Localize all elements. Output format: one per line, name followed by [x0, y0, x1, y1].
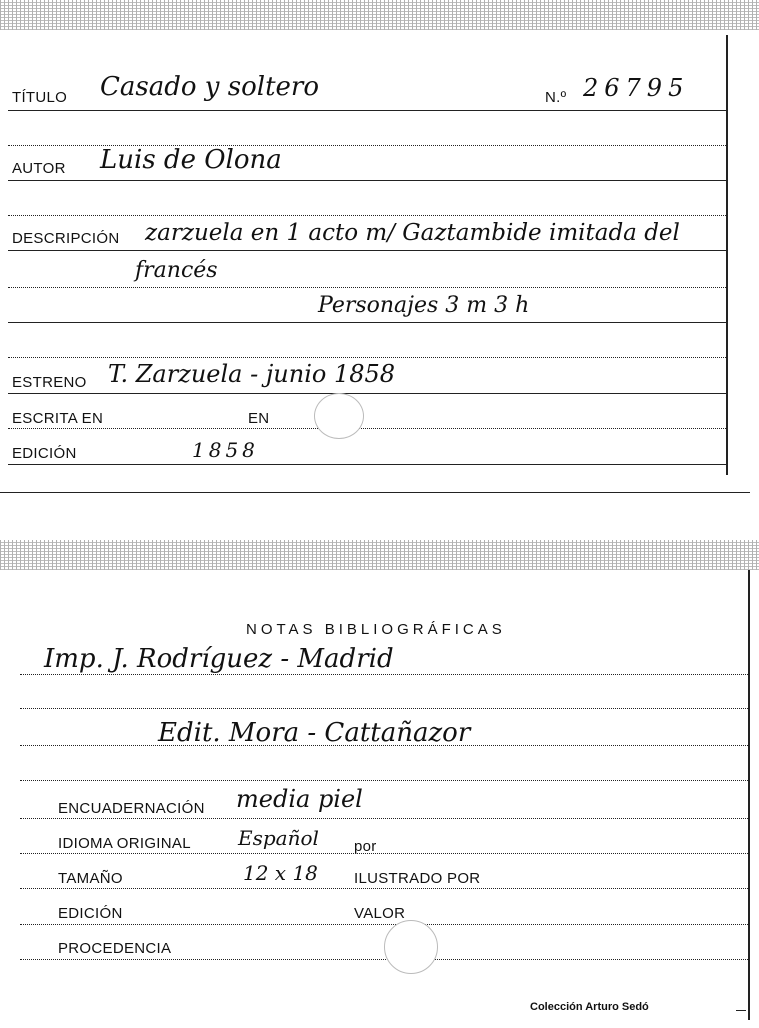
por-label: por	[354, 838, 377, 855]
rule	[8, 393, 726, 394]
edicion-label: EDICIÓN	[12, 445, 77, 462]
idioma-label: IDIOMA ORIGINAL	[58, 835, 191, 852]
idioma-value: Español	[238, 826, 319, 850]
rule	[8, 428, 726, 429]
catalog-card-top	[0, 0, 759, 495]
estreno-label: ESTRENO	[12, 374, 87, 391]
escrita-en-label: ESCRITA EN	[12, 410, 104, 427]
numero-value: 26795	[583, 74, 690, 102]
rule	[8, 464, 726, 465]
rule	[8, 215, 726, 216]
autor-label: AUTOR	[12, 160, 66, 177]
notas-line1: Imp. J. Rodríguez - Madrid	[44, 644, 394, 674]
estreno-value: T. Zarzuela - junio 1858	[108, 360, 396, 388]
encuadernacion-value: media piel	[236, 785, 363, 813]
rule	[8, 322, 726, 323]
footer-dash	[736, 1010, 746, 1011]
rule	[20, 959, 748, 960]
tamano-label: TAMAÑO	[58, 870, 123, 887]
en-label: EN	[248, 410, 270, 427]
rule	[20, 888, 748, 889]
rule	[20, 853, 748, 854]
valor-label: VALOR	[354, 905, 406, 922]
procedencia-label: PROCEDENCIA	[58, 940, 172, 957]
scan-noise-top	[0, 0, 759, 30]
rule	[20, 708, 748, 709]
descripcion-line2: francés	[135, 258, 218, 283]
rule	[20, 818, 748, 819]
rule	[8, 287, 726, 288]
rule	[20, 745, 748, 746]
ilustrado-label: ILUSTRADO POR	[354, 870, 481, 887]
rule	[8, 357, 726, 358]
notas-line2: Edit. Mora - Cattañazor	[158, 718, 471, 748]
edicion-label: EDICIÓN	[58, 905, 123, 922]
encuadernacion-label: ENCUADERNACIÓN	[58, 800, 205, 817]
footer-collection: Colección Arturo Sedó	[530, 1001, 649, 1013]
notas-title: NOTAS BIBLIOGRÁFICAS	[246, 621, 506, 638]
titulo-label: TÍTULO	[12, 89, 68, 106]
titulo-value: Casado y soltero	[100, 72, 319, 102]
descripcion-line1: zarzuela en 1 acto m/ Gaztambide imitada del	[145, 220, 680, 246]
autor-value: Luis de Olona	[100, 145, 282, 175]
tamano-value: 12 x 18	[243, 861, 318, 885]
descripcion-label: DESCRIPCIÓN	[12, 230, 120, 247]
card-bottom-edge	[0, 492, 750, 493]
scan-noise-bottom	[0, 540, 759, 570]
rule	[20, 780, 748, 781]
rule	[8, 250, 726, 251]
card-border-right	[726, 35, 728, 475]
rule	[8, 180, 726, 181]
rule	[8, 110, 726, 111]
descripcion-line3: Personajes 3 m 3 h	[318, 293, 530, 318]
edicion-value: 1858	[192, 438, 259, 462]
catalog-card-bottom	[0, 540, 759, 1028]
numero-label: N.º	[545, 89, 567, 106]
stamp-circle	[384, 920, 438, 974]
rule	[20, 924, 748, 925]
stamp-circle	[314, 393, 364, 439]
card-border-right	[748, 570, 750, 1020]
rule	[20, 674, 748, 675]
